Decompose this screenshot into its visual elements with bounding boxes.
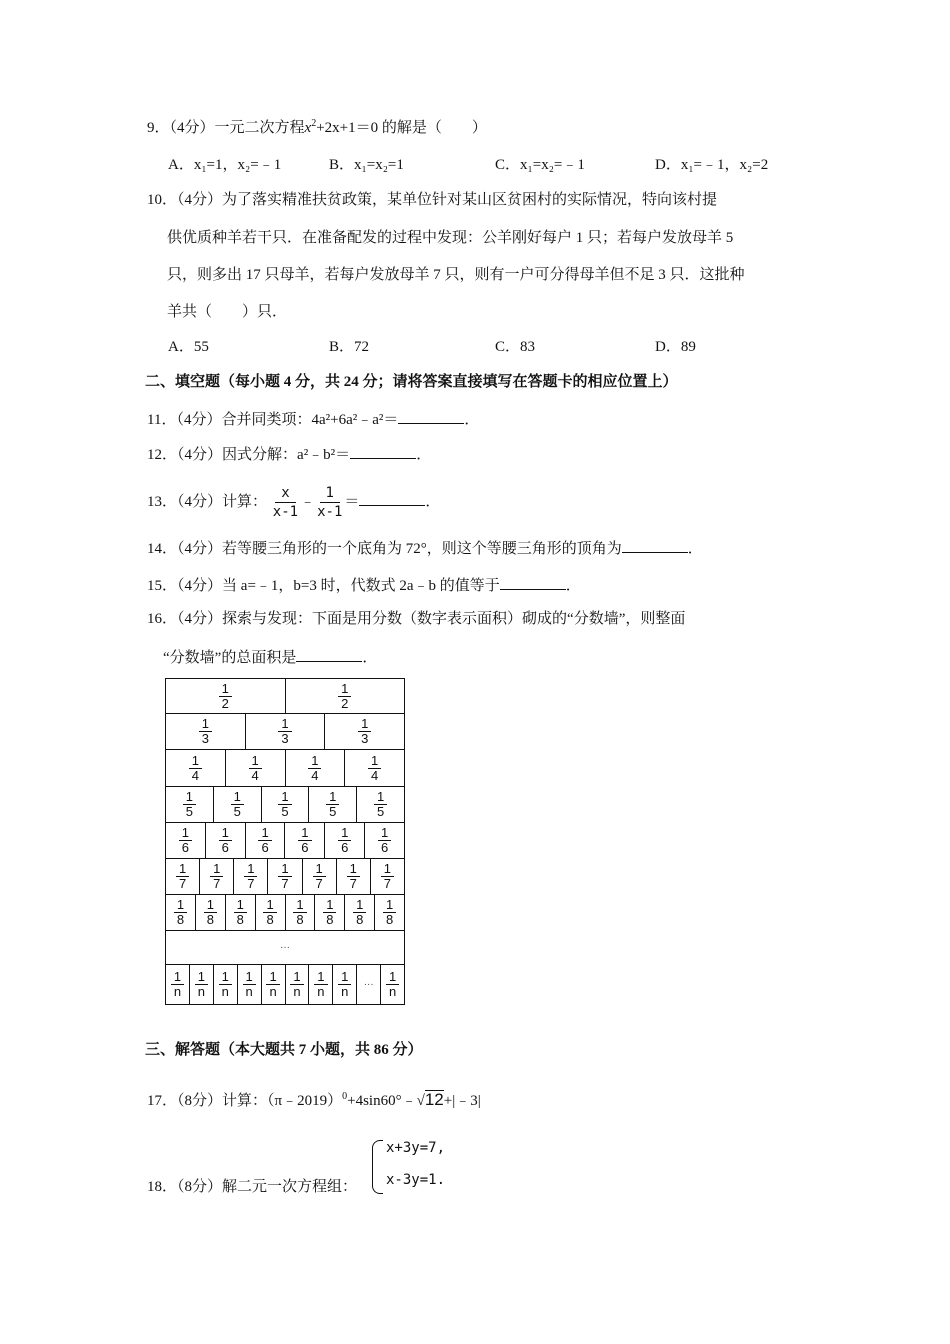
wall-row — [166, 750, 404, 787]
fraction — [381, 862, 394, 891]
wall-cell — [166, 965, 190, 1004]
denominator: 6 — [221, 840, 229, 855]
q-text: 一元二次方程 — [214, 120, 305, 136]
numerator: 1 — [347, 862, 360, 877]
question-12: 12．（4分）因式分解：a²﹣b²＝ ． — [147, 444, 431, 465]
denominator: 3 — [201, 731, 209, 746]
numerator: 1 — [314, 970, 327, 985]
q-text: 为了落实精准扶贫政策，某单位针对某山区贫困村的实际情况，特向该村提 — [222, 192, 718, 208]
denominator: 8 — [206, 912, 214, 927]
fraction — [249, 754, 262, 783]
wall-cell — [337, 859, 371, 894]
answer-blank[interactable] — [359, 491, 425, 506]
wall-row — [166, 787, 404, 823]
denominator: 6 — [380, 840, 389, 855]
q-text: 供优质种羊若干只．在准备配发的过程中发现：公羊刚好每户 1 只；若每户发放母羊 5 — [167, 230, 734, 246]
numerator: 1 — [219, 682, 232, 697]
q-text: 计算：（π﹣2019） — [222, 1093, 343, 1109]
answer-blank[interactable] — [350, 444, 416, 459]
numerator: 1 — [219, 826, 232, 841]
q-text: 羊共（ ）只． — [167, 304, 288, 320]
fraction — [290, 970, 303, 999]
question-16 — [147, 609, 685, 629]
fraction — [386, 970, 399, 999]
fraction — [347, 862, 360, 891]
fraction — [266, 970, 279, 999]
wall-row — [166, 895, 404, 931]
q-score: （4分） — [169, 120, 215, 136]
numerator: 1 — [374, 790, 387, 805]
denominator: 6 — [341, 840, 349, 855]
option-d: D．89 — [655, 339, 696, 355]
fraction — [278, 862, 291, 891]
numerator: 1 — [313, 862, 326, 877]
wall-cell — [166, 714, 246, 749]
q-text: +4sin60°﹣ — [347, 1093, 417, 1109]
denominator: 8 — [176, 912, 185, 927]
wall-cell — [309, 787, 357, 822]
fraction — [219, 826, 232, 855]
numerator: 1 — [338, 826, 351, 841]
q-score: （4分） — [177, 447, 223, 463]
wall-cell — [256, 895, 286, 930]
fraction — [378, 826, 391, 855]
numerator: 1 — [183, 790, 196, 805]
wall-cell — [246, 823, 286, 858]
equation-2: x-3y=1. — [386, 1172, 446, 1188]
numerator: 1 — [204, 898, 217, 913]
q-text-tail: +2x+1＝0 的解是（ ） — [316, 120, 487, 136]
fraction — [219, 682, 232, 711]
wall-cell — [371, 859, 404, 894]
numerator: 1 — [244, 862, 257, 877]
numerator: 1 — [278, 790, 291, 805]
numerator: 1 — [278, 717, 291, 732]
denominator: 6 — [301, 840, 309, 855]
numerator: 1 — [378, 826, 391, 841]
fraction — [278, 717, 291, 746]
question-18 — [147, 1177, 357, 1197]
q-text: 合并同类项：4a²+6a²﹣a²＝ — [221, 412, 399, 428]
wall-cell — [365, 823, 404, 858]
section-2-heading: 二、填空题（每小题 4 分，共 24 分；请将答案直接填写在答题卡的相应位置上） — [145, 374, 678, 390]
fraction — [308, 754, 321, 783]
denominator: 3 — [281, 731, 289, 746]
denominator: 5 — [233, 804, 241, 819]
fraction — [263, 898, 276, 927]
fraction — [338, 970, 351, 999]
section-3-heading: 三、解答题（本大题共 7 小题，共 86 分） — [145, 1042, 423, 1058]
numerator: 1 — [210, 862, 223, 877]
numerator: 1 — [326, 790, 339, 805]
numerator: 1 — [278, 862, 291, 877]
denominator: 6 — [181, 840, 190, 855]
wall-cell — [315, 895, 345, 930]
fraction — [338, 826, 351, 855]
exponent: 0 — [342, 1091, 348, 1102]
q-num: 17． — [147, 1093, 178, 1109]
numerator: 1 — [189, 754, 202, 769]
wall-cell — [196, 895, 226, 930]
q-text: 因式分解：a²﹣b²＝ — [222, 447, 351, 463]
wall-cell — [268, 859, 302, 894]
wall-ellipsis: ··· — [280, 942, 290, 953]
wall-cell — [333, 965, 357, 1004]
wall-row — [166, 965, 404, 1004]
numerator: 1 — [171, 970, 184, 985]
question-16-line2: “分数墙”的总面积是 ． — [163, 647, 377, 668]
denominator: 4 — [311, 767, 319, 783]
numerator: 1 — [308, 754, 321, 769]
wall-ellipsis: ··· — [357, 965, 381, 1004]
fraction — [183, 790, 196, 819]
denominator: n — [197, 984, 205, 999]
fraction — [383, 898, 396, 927]
sqrt-icon: √ — [416, 1093, 425, 1109]
numerator: 1 — [263, 898, 276, 913]
q-num: 11． — [147, 412, 177, 428]
wall-cell — [262, 965, 286, 1004]
fraction — [258, 826, 271, 855]
fraction — [234, 898, 247, 927]
fraction — [210, 862, 223, 891]
numerator: 1 — [195, 970, 208, 985]
q-text: 只，则多出 17 只母羊，若每户发放母羊 7 只，则有一户可分得母羊但不足 3 只．这批种 — [167, 267, 745, 283]
numerator: 1 — [231, 790, 244, 805]
numerator: 1 — [219, 970, 232, 985]
wall-row — [166, 714, 404, 750]
denominator: 8 — [236, 912, 244, 927]
equals: ＝ — [344, 494, 360, 510]
fraction — [298, 826, 311, 855]
numerator: 1 — [258, 826, 271, 841]
equation-1: x+3y=7, — [386, 1140, 446, 1156]
fraction — [219, 970, 232, 999]
wall-cell — [190, 965, 214, 1004]
fraction — [313, 862, 326, 891]
fraction — [195, 970, 208, 999]
wall-cell — [226, 750, 286, 786]
brace-icon — [372, 1140, 383, 1194]
numerator: 1 — [320, 484, 340, 503]
denominator: n — [293, 984, 301, 999]
wall-cell — [309, 965, 333, 1004]
q-text: 若等腰三角形的一个底角为 72°，则这个等腰三角形的顶角为 — [222, 541, 622, 557]
answer-blank[interactable] — [622, 538, 688, 553]
fraction — [243, 970, 256, 999]
wall-row — [166, 931, 404, 965]
wall-cell — [375, 895, 404, 930]
numerator: 1 — [266, 970, 279, 985]
wall-row — [166, 823, 404, 859]
numerator: 1 — [174, 898, 187, 913]
numerator: 1 — [338, 970, 351, 985]
wall-cell — [381, 965, 404, 1004]
wall-cell — [286, 965, 310, 1004]
fraction-wall — [165, 678, 405, 1005]
denominator: 8 — [326, 912, 334, 927]
wall-row — [166, 679, 404, 714]
denominator: 8 — [266, 912, 274, 927]
question-10 — [147, 190, 717, 210]
fraction — [199, 717, 212, 746]
numerator: 1 — [243, 970, 256, 985]
fraction — [244, 862, 257, 891]
q-text: +|﹣3| — [443, 1093, 481, 1109]
wall-cell — [166, 750, 226, 786]
option-c: C．83 — [495, 339, 536, 355]
fraction — [338, 682, 351, 711]
denominator: 2 — [341, 695, 349, 711]
q-num: 9． — [147, 120, 170, 136]
wall-cell — [325, 714, 404, 749]
option-c: C．x₁=x₂=﹣1 — [495, 157, 585, 173]
q-num: 16． — [147, 611, 178, 627]
fraction — [176, 862, 189, 891]
option-d: D．x₁=﹣1，x₂=2 — [655, 157, 769, 173]
answer-blank[interactable] — [500, 575, 566, 590]
denominator: x-1 — [272, 504, 299, 521]
denominator: 2 — [221, 695, 229, 711]
wall-cell — [200, 859, 234, 894]
denominator: 7 — [349, 876, 357, 891]
fraction — [293, 898, 306, 927]
wall-cell — [166, 823, 206, 858]
fraction — [353, 898, 366, 927]
denominator: n — [173, 984, 182, 999]
q-score: （4分） — [177, 192, 223, 208]
wall-cell — [226, 895, 256, 930]
q-score: （4分） — [176, 412, 222, 428]
denominator: 8 — [356, 912, 364, 927]
q-num: 12． — [147, 447, 178, 463]
denominator: n — [245, 984, 253, 999]
answer-blank[interactable] — [398, 409, 464, 424]
denominator: n — [317, 984, 325, 999]
minus: ﹣ — [300, 494, 316, 510]
wall-cell — [166, 679, 286, 713]
wall-cell — [166, 787, 214, 822]
numerator: 1 — [234, 898, 247, 913]
question-13: 13．（4分）计算： $\frac{x}{x-1}$ ﹣ $\frac{1}{x-1}$ ＝ ． — [147, 485, 441, 521]
denominator: 4 — [191, 767, 199, 783]
wall-cell — [214, 965, 238, 1004]
q-text: 探索与发现：下面是用分数（数字表示面积）砌成的“分数墙”，则整面 — [222, 611, 686, 627]
q-num: 13． — [147, 494, 178, 510]
fraction — [314, 970, 327, 999]
denominator: n — [388, 984, 397, 999]
denominator: 7 — [281, 876, 289, 891]
option-b: B．72 — [329, 339, 370, 355]
numerator: 1 — [383, 898, 396, 913]
numerator: 1 — [381, 862, 394, 877]
denominator: 7 — [247, 876, 255, 891]
question-9: 9．（4分）一元二次方程$x^2+2x+1=0$ 的解是（ ） — [147, 118, 487, 136]
numerator: 1 — [386, 970, 399, 985]
question-11: 11．（4分）合并同类项：4a²+6a²﹣a²＝ ． — [147, 409, 479, 430]
fraction — [189, 754, 202, 783]
answer-blank[interactable] — [296, 647, 362, 662]
denominator: 7 — [178, 876, 187, 891]
wall-cell — [166, 859, 200, 894]
option-b: B．x₁=x₂=1 — [329, 157, 404, 173]
q-score: （4分） — [177, 578, 223, 594]
fraction — [179, 826, 192, 855]
numerator: 1 — [176, 862, 189, 877]
denominator: 4 — [251, 767, 259, 783]
denominator: n — [221, 984, 229, 999]
fraction — [273, 484, 298, 521]
fraction — [171, 970, 184, 999]
wall-cell — [238, 965, 262, 1004]
q-score: （4分） — [177, 541, 223, 557]
numerator: 1 — [293, 898, 306, 913]
wall-cell — [357, 787, 404, 822]
wall-cell — [286, 679, 405, 713]
denominator: 7 — [213, 876, 221, 891]
numerator: 1 — [199, 717, 212, 732]
fraction — [358, 717, 371, 746]
fraction — [204, 898, 217, 927]
question-15: 15．（4分）当 a=﹣1，b=3 时，代数式 2a﹣b 的值等于 ． — [147, 575, 581, 596]
fraction — [278, 790, 291, 819]
wall-cell — [206, 823, 246, 858]
q-score: （8分） — [177, 1179, 223, 1195]
fraction — [174, 898, 187, 927]
denominator: 4 — [371, 767, 379, 783]
radicand: 12 — [424, 1090, 444, 1109]
option-a: A．55 — [168, 339, 209, 355]
q-num: 10． — [147, 192, 178, 208]
numerator: 1 — [358, 717, 371, 732]
q-num: 14． — [147, 541, 178, 557]
wall-cell — [345, 750, 404, 786]
denominator: 3 — [361, 731, 369, 746]
wall-cell — [262, 787, 310, 822]
numerator: 1 — [323, 898, 336, 913]
q-score: （8分） — [177, 1093, 223, 1109]
denominator: 7 — [383, 876, 392, 891]
q-text: 解二元一次方程组： — [222, 1179, 358, 1195]
wall-cell — [286, 895, 316, 930]
denominator: 6 — [261, 840, 269, 855]
denominator: 8 — [296, 912, 304, 927]
q-score: （4分） — [177, 611, 223, 627]
fraction — [326, 790, 339, 819]
q-score: （4分） — [177, 494, 223, 510]
denominator: n — [341, 984, 349, 999]
wall-cell — [286, 750, 346, 786]
wall-cell — [345, 895, 375, 930]
option-a: A．x₁=1，x₂=﹣1 — [168, 157, 282, 173]
fraction — [374, 790, 387, 819]
denominator: x-1 — [317, 504, 343, 521]
numerator: x — [275, 484, 295, 503]
numerator: 1 — [179, 826, 192, 841]
numerator: 1 — [353, 898, 366, 913]
q-num: 15． — [147, 578, 178, 594]
fraction — [317, 484, 342, 521]
wall-cell — [303, 859, 337, 894]
wall-cell — [325, 823, 365, 858]
denominator: 5 — [376, 804, 385, 819]
denominator: 5 — [329, 804, 337, 819]
q-text: 当 a=﹣1，b=3 时，代数式 2a﹣b 的值等于 — [222, 578, 500, 594]
numerator: 1 — [298, 826, 311, 841]
fraction — [323, 898, 336, 927]
numerator: 1 — [249, 754, 262, 769]
wall-cell — [166, 895, 196, 930]
numerator: 1 — [368, 754, 381, 769]
wall-row — [166, 859, 404, 895]
q-text: 计算： — [222, 494, 268, 510]
question-17 — [147, 1090, 481, 1111]
denominator: 5 — [185, 804, 194, 819]
denominator: 7 — [315, 876, 323, 891]
denominator: 5 — [281, 804, 289, 819]
fraction — [231, 790, 244, 819]
q-text: “分数墙”的总面积是 — [163, 650, 297, 666]
wall-cell — [285, 823, 325, 858]
fraction — [368, 754, 381, 783]
denominator: 8 — [385, 912, 394, 927]
q-num: 18． — [147, 1179, 178, 1195]
numerator: 1 — [290, 970, 303, 985]
wall-cell — [234, 859, 268, 894]
numerator: 1 — [338, 682, 351, 697]
denominator: n — [269, 984, 277, 999]
wall-cell — [246, 714, 326, 749]
question-14: 14．（4分）若等腰三角形的一个底角为 72°，则这个等腰三角形的顶角为 ． — [147, 538, 703, 559]
wall-cell — [214, 787, 262, 822]
